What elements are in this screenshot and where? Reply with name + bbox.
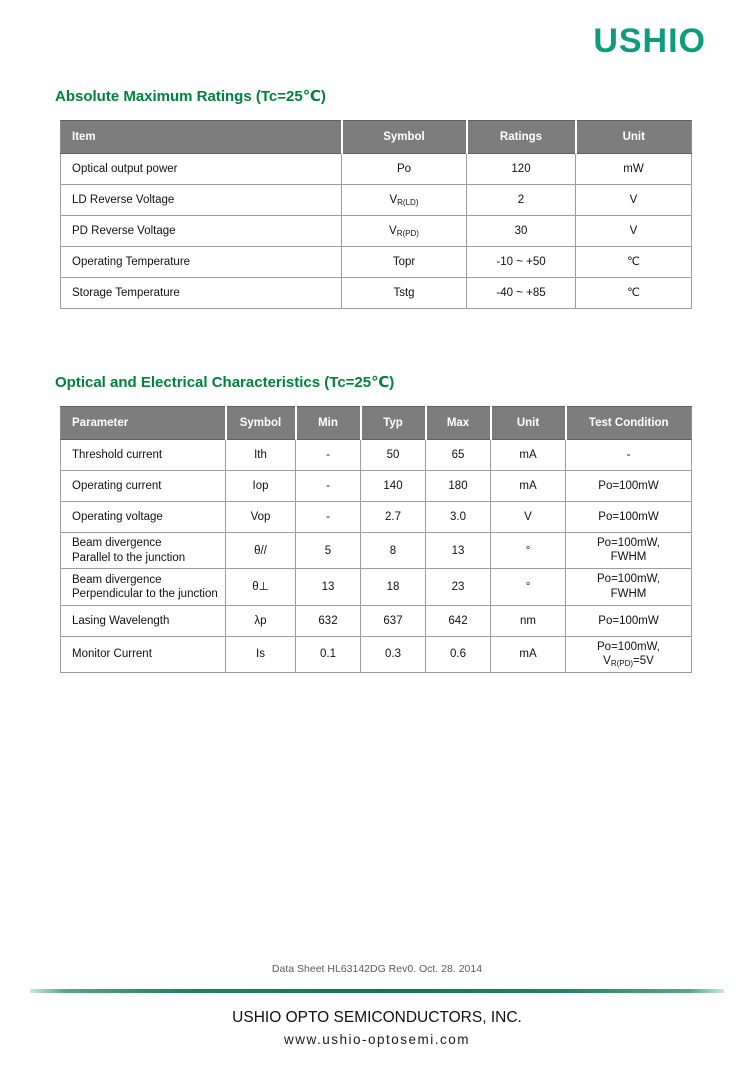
cell-symbol: Is <box>226 636 296 672</box>
column-header-test-condition: Test Condition <box>566 407 692 440</box>
cell-max: 65 <box>426 440 491 471</box>
test-condition-line1: Po=100mW <box>598 510 659 523</box>
table-row <box>61 185 692 216</box>
test-condition-line1: Po=100mW <box>598 614 659 627</box>
cell-max: 0.6 <box>426 636 491 672</box>
tc-rest: =5V <box>633 655 654 668</box>
company-name: USHIO OPTO SEMICONDUCTORS, INC. <box>232 1009 522 1027</box>
table-row <box>61 278 692 309</box>
cell-test-condition <box>566 471 692 502</box>
cell-parameter <box>61 569 226 605</box>
table-row <box>61 216 692 247</box>
tc-base: V <box>603 655 611 668</box>
column-header-symbol: Symbol <box>226 407 296 440</box>
table-row <box>61 605 692 636</box>
cell-typ: 140 <box>361 471 426 502</box>
cell-unit: nm <box>491 605 566 636</box>
cell-typ: 0.3 <box>361 636 426 672</box>
table-row <box>61 247 692 278</box>
cell-typ: 18 <box>361 569 426 605</box>
cell-ratings: -40 ~ +85 <box>467 278 576 309</box>
test-condition-line2 <box>570 550 687 565</box>
section-title-absolute-maximum-ratings: Absolute Maximum Ratings (Tc=25℃) <box>55 88 326 105</box>
cell-parameter <box>61 440 226 471</box>
test-condition-line1: Po=100mW <box>598 479 659 492</box>
cell-min: 0.1 <box>296 636 361 672</box>
cell-typ: 2.7 <box>361 502 426 533</box>
parameter-line1: Beam divergence <box>72 573 162 586</box>
parameter-line1: Operating voltage <box>72 510 163 523</box>
cell-parameter <box>61 502 226 533</box>
cell-item: Storage Temperature <box>61 278 342 309</box>
cell-test-condition <box>566 605 692 636</box>
cell-parameter <box>61 533 226 569</box>
parameter-line1: Lasing Wavelength <box>72 614 170 627</box>
tc-base: FWHM <box>610 587 647 600</box>
column-header-min: Min <box>296 407 361 440</box>
cell-test-condition <box>566 636 692 672</box>
column-header-typ: Typ <box>361 407 426 440</box>
symbol-base: Po <box>396 162 412 175</box>
cell-min: - <box>296 471 361 502</box>
ushio-logo: USHIO <box>593 22 706 60</box>
cell-unit: mA <box>491 471 566 502</box>
cell-symbol: λp <box>226 605 296 636</box>
symbol-base: V <box>389 224 397 237</box>
cell-item: LD Reverse Voltage <box>61 185 342 216</box>
cell-unit: V <box>576 185 692 216</box>
cell-min: - <box>296 440 361 471</box>
table-row <box>61 502 692 533</box>
test-condition-line1: - <box>626 448 631 461</box>
cell-test-condition <box>566 440 692 471</box>
cell-symbol <box>342 216 467 247</box>
company-website: www.ushio-optosemi.com <box>283 1032 471 1048</box>
cell-min: - <box>296 502 361 533</box>
cell-unit: ℃ <box>576 278 692 309</box>
test-condition-line1: Po=100mW, <box>597 640 660 653</box>
cell-symbol: Vop <box>226 502 296 533</box>
cell-unit: ° <box>491 569 566 605</box>
cell-max: 642 <box>426 605 491 636</box>
section-title-optical-electrical-characteristics: Optical and Electrical Characteristics (Tc=25℃) <box>55 374 395 391</box>
table-header-row <box>61 121 692 154</box>
parameter-line1: Beam divergence <box>72 537 162 550</box>
symbol-subscript: R(LD) <box>397 197 419 207</box>
symbol-subscript: R(PD) <box>396 228 419 238</box>
cell-symbol <box>342 278 467 309</box>
cell-max: 23 <box>426 569 491 605</box>
cell-unit: V <box>491 502 566 533</box>
cell-symbol: Ith <box>226 440 296 471</box>
parameter-line2: Perpendicular to the junction <box>72 588 218 601</box>
table-header-row <box>61 407 692 440</box>
parameter-line1: Monitor Current <box>72 648 152 661</box>
cell-max: 3.0 <box>426 502 491 533</box>
absolute-maximum-ratings-table <box>60 120 692 309</box>
column-header-parameter: Parameter <box>61 407 226 440</box>
cell-max: 180 <box>426 471 491 502</box>
optical-electrical-characteristics-table <box>60 406 692 673</box>
cell-symbol <box>342 247 467 278</box>
cell-ratings: 30 <box>467 216 576 247</box>
cell-item: Operating Temperature <box>61 247 342 278</box>
parameter-line2: Parallel to the junction <box>72 551 186 564</box>
symbol-base: Topr <box>392 255 416 268</box>
cell-unit: ℃ <box>576 247 692 278</box>
test-condition-line1: Po=100mW, <box>597 573 660 586</box>
footer-divider <box>30 989 724 993</box>
tc-base: FWHM <box>610 551 647 564</box>
cell-symbol: θ// <box>226 533 296 569</box>
cell-test-condition <box>566 533 692 569</box>
column-header-max: Max <box>426 407 491 440</box>
datasheet-revision-note: Data Sheet HL63142DG Rev0. Oct. 28. 2014 <box>271 963 483 976</box>
cell-unit: mA <box>491 440 566 471</box>
cell-test-condition <box>566 569 692 605</box>
cell-unit: V <box>576 216 692 247</box>
cell-min: 5 <box>296 533 361 569</box>
column-header-item: Item <box>61 121 342 154</box>
test-condition-line2 <box>570 587 687 602</box>
cell-unit: mW <box>576 154 692 185</box>
cell-max: 13 <box>426 533 491 569</box>
cell-item: Optical output power <box>61 154 342 185</box>
cell-symbol <box>342 185 467 216</box>
cell-test-condition <box>566 502 692 533</box>
cell-min: 632 <box>296 605 361 636</box>
cell-parameter <box>61 636 226 672</box>
cell-parameter <box>61 605 226 636</box>
table-row <box>61 569 692 605</box>
column-header-symbol: Symbol <box>342 121 467 154</box>
cell-ratings: 2 <box>467 185 576 216</box>
header-row <box>0 0 754 61</box>
column-header-unit: Unit <box>576 121 692 154</box>
cell-symbol <box>342 154 467 185</box>
table-row <box>61 533 692 569</box>
symbol-base: Tstg <box>393 286 415 299</box>
column-header-unit: Unit <box>491 407 566 440</box>
parameter-line1: Threshold current <box>72 448 163 461</box>
symbol-base: V <box>389 193 398 206</box>
cell-symbol: θ⊥ <box>226 569 296 605</box>
cell-ratings: 120 <box>467 154 576 185</box>
test-condition-line1: Po=100mW, <box>597 537 660 549</box>
cell-symbol: Iop <box>226 471 296 502</box>
table-row <box>61 636 692 672</box>
cell-typ: 50 <box>361 440 426 471</box>
cell-unit: mA <box>491 636 566 672</box>
table-row <box>61 154 692 185</box>
cell-item: PD Reverse Voltage <box>61 216 342 247</box>
table-row <box>61 440 692 471</box>
cell-unit: ° <box>491 533 566 569</box>
cell-ratings: -10 ~ +50 <box>467 247 576 278</box>
tc-subscript: R(PD) <box>610 659 634 669</box>
table-row <box>61 471 692 502</box>
test-condition-line2 <box>570 654 687 669</box>
cell-min: 13 <box>296 569 361 605</box>
cell-typ: 637 <box>361 605 426 636</box>
column-header-ratings: Ratings <box>467 121 576 154</box>
cell-typ: 8 <box>361 533 426 569</box>
parameter-line1: Operating current <box>72 479 162 492</box>
cell-parameter <box>61 471 226 502</box>
